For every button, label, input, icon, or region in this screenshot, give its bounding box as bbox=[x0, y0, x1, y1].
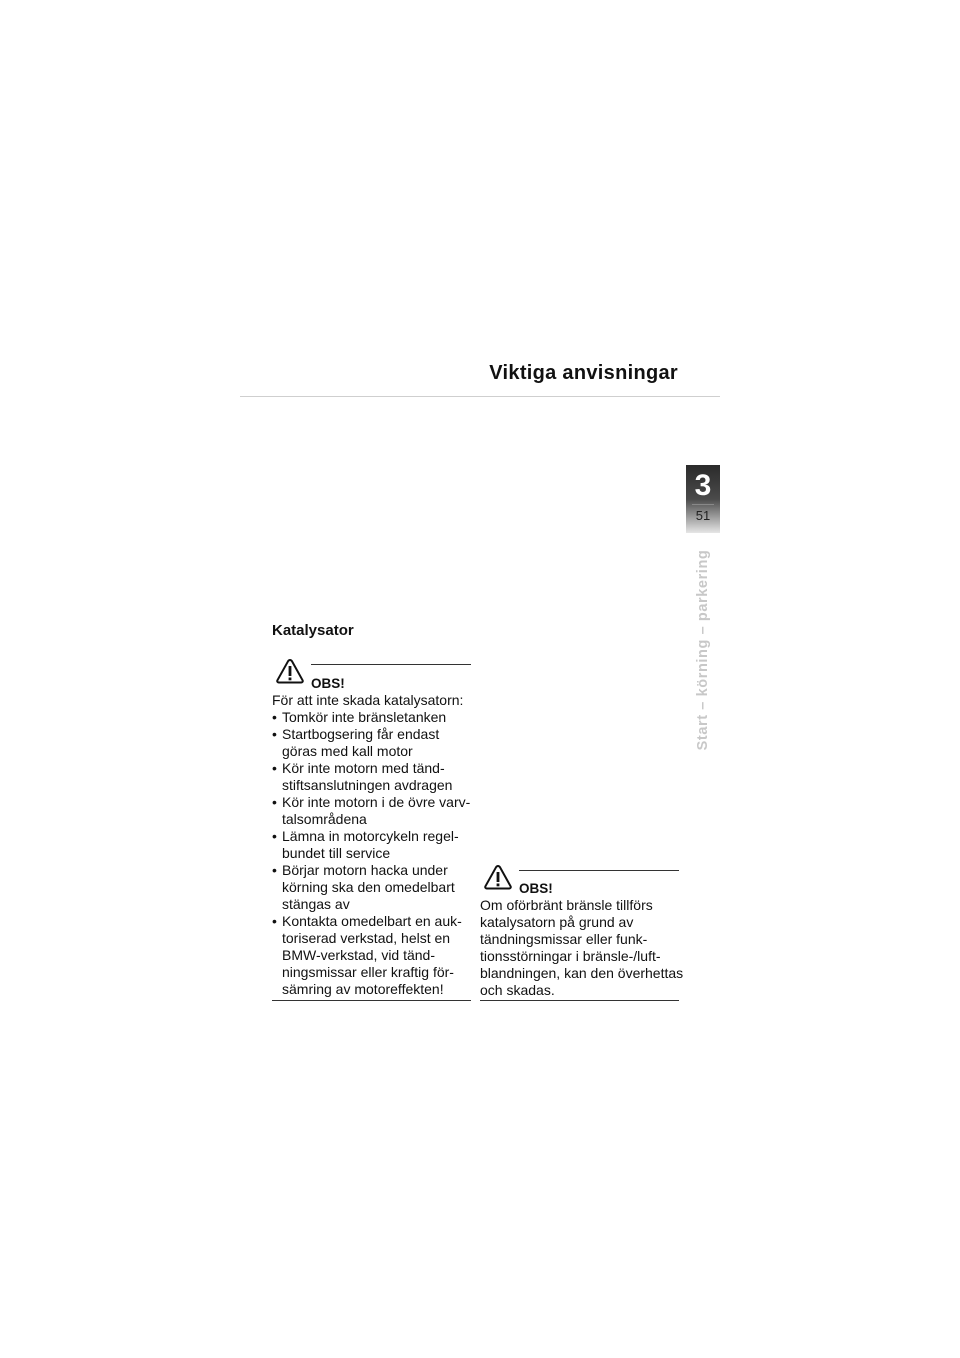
chapter-side-label: Start – körning – parkering bbox=[695, 549, 711, 751]
chapter-number: 3 bbox=[694, 469, 712, 502]
list-item: • Börjar motorn hacka under körning ska den omedelbart stängas av bbox=[272, 862, 477, 913]
list-item: • Startbogsering får endast göras med kall motor bbox=[272, 726, 477, 760]
warning-list bbox=[272, 709, 477, 998]
warning-title: OBS! bbox=[519, 881, 553, 896]
warning-bottom-rule bbox=[480, 1000, 679, 1001]
section-heading: Katalysator bbox=[272, 622, 354, 639]
warning-body bbox=[272, 692, 477, 998]
page-title: Viktiga anvisningar bbox=[489, 362, 678, 384]
warning-top-rule bbox=[519, 870, 679, 871]
warning-text: Om oförbränt bränsle tillförs katalysatorn på grund av tändningsmissar eller funktionsstörningar i bränsle-/luftblandningen, kan den överhettas och skadas. bbox=[480, 897, 684, 998]
warning-top-rule bbox=[311, 664, 471, 665]
list-item: • Kör inte motorn med tändstiftsanslutningen avdragen bbox=[272, 760, 477, 794]
page-number: 51 bbox=[695, 508, 711, 523]
list-item: • Lämna in motorcykeln regelbundet till service bbox=[272, 828, 477, 862]
warning-bottom-rule bbox=[272, 1000, 471, 1001]
warning-title: OBS! bbox=[311, 676, 345, 691]
list-item: • Kör inte motorn i de övre varvtalsområdena bbox=[272, 794, 477, 828]
warning-intro: För att inte skada katalysatorn: bbox=[272, 692, 464, 708]
warning-triangle-icon bbox=[276, 658, 304, 684]
header-rule bbox=[240, 396, 720, 397]
list-item: • Tomkör inte bränsletanken bbox=[272, 709, 477, 726]
chapter-divider bbox=[692, 504, 714, 505]
chapter-tab bbox=[686, 465, 720, 533]
warning-triangle-icon bbox=[484, 864, 512, 890]
list-item: • Kontakta omedelbart en auktoriserad verkstad, helst en BMW-verkstad, vid tändningsmissar eller kraftig försämring av motoreffekten! bbox=[272, 913, 477, 998]
